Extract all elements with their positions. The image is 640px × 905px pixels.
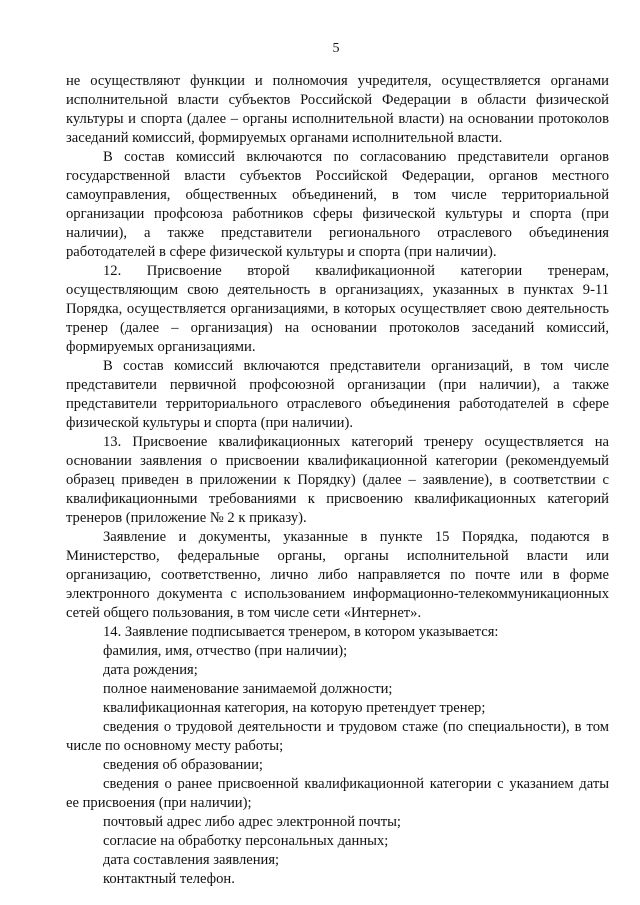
list-item: почтовый адрес либо адрес электронной почты; (103, 814, 401, 830)
paragraph-commission-members: В состав комиссий включаются представители организаций, в том числе представители первичной профсоюзной организации (при наличии), а также представители территориального отраслевого объединения работодателей в сфере физической культуры и спорта (при наличии). (66, 358, 609, 431)
list-item: дата рождения; (103, 662, 198, 678)
list-item: сведения о ранее присвоенной квалификационной категории с указанием даты ее присвоения (при наличии); (66, 776, 609, 811)
paragraph-continuation: не осуществляют функции и полномочия учредителя, осуществляется органами исполнительной власти субъектов Российской Федерации в области физической культуры и спорта (далее – органы исполнительной власти) на основании протоколов заседаний комиссий, формируемых органами исполнительной власти. (66, 73, 609, 146)
paragraph-item-13: 13. Присвоение квалификационных категорий тренеру осуществляется на основании заявления о присвоении квалификационной категории (рекомендуемый образец приведен в приложении к Порядку) (далее – заявление), в соответствии с квалификационными требованиями к присвоению квалификационных категорий тренеров (приложение № 2 к приказу). (66, 434, 609, 526)
list-item: дата составления заявления; (103, 852, 280, 868)
paragraph-item-14: 14. Заявление подписывается тренером, в котором указывается: (103, 624, 499, 640)
page-number: 5 (332, 41, 340, 56)
list-item: квалификационная категория, на которую претендует тренер; (103, 700, 486, 716)
list-item: контактный телефон. (103, 871, 235, 887)
paragraph-commission-composition: В состав комиссий включаются по согласованию представители органов государственной власти субъектов Российской Федерации, органов местного самоуправления, общественных объединений, в том числе территориальной организации профсоюза работников сферы физической культуры и спорта (при наличии), а также представители регионального отраслевого объединения работодателей в сфере физической культуры и спорта (при наличии). (66, 149, 609, 260)
list-item: сведения об образовании; (103, 757, 263, 773)
list-item: фамилия, имя, отчество (при наличии); (103, 643, 348, 659)
document-body (66, 72, 609, 889)
paragraph-item-12: 12. Присвоение второй квалификационной категории тренерам, осуществляющим свою деятельность в организациях, указанных в пунктах 9-11 Порядка, осуществляется организациями, в которых осуществляет свою деятельность тренер (далее – организация) на основании протоколов заседаний комиссий, формируемых организациями. (66, 263, 609, 355)
paragraph-application-submission: Заявление и документы, указанные в пункте 15 Порядка, подаются в Министерство, федеральные органы, органы исполнительной власти или организацию, соответственно, лично либо направляется по почте или в форме электронного документа с использованием информационно-телекоммуникационных сетей общего пользования, в том числе сети «Интернет». (66, 529, 609, 621)
list-item: сведения о трудовой деятельности и трудовом стаже (по специальности), в том числе по основному месту работы; (66, 719, 609, 754)
list-item: полное наименование занимаемой должности; (103, 681, 393, 697)
list-item: согласие на обработку персональных данных; (103, 833, 389, 849)
